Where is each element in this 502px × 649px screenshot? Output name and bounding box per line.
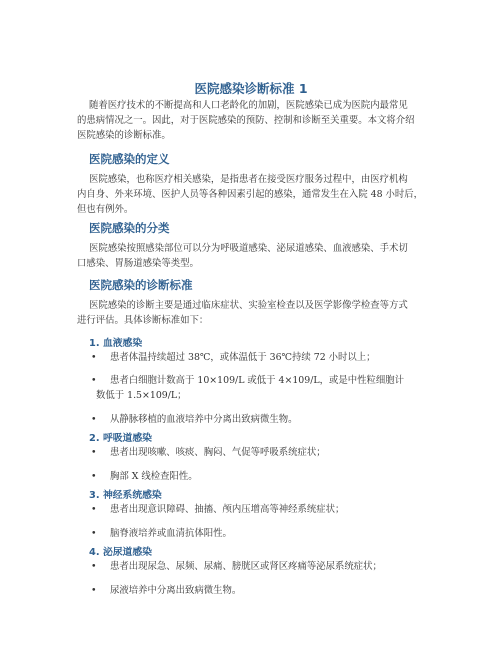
bullet-icon: • (91, 585, 97, 596)
subsection-heading-nervous: 3. 神经系统感染 (89, 490, 162, 501)
text-line: 医院感染的诊断标准。 (77, 130, 171, 141)
section-heading-classification: 医院感染的分类 (89, 221, 170, 235)
bullet-icon: • (91, 352, 97, 363)
bullet-icon: • (91, 447, 97, 458)
list-item-text: 胸部 X 线检查阳性。 (110, 471, 198, 482)
text-line: 内自身、外来环境、医护人员等各种因素引起的感染，通常发生在入院 48 小时后， (77, 189, 424, 200)
text-line: 医院感染的诊断主要是通过临床症状、实验室检查以及医学影像学检查等方式 (89, 300, 408, 311)
document-title: 医院感染诊断标准 1 (194, 81, 308, 96)
subsection-heading-urinary: 4. 泌尿道感染 (89, 547, 152, 558)
list-item-text: 患者体温持续超过 38℃，或体温低于 36℃持续 72 小时以上； (110, 352, 376, 363)
list-item (91, 559, 431, 574)
bullet-icon: • (91, 528, 97, 539)
list-item (91, 445, 431, 460)
text-line: 但也有例外。 (77, 204, 134, 215)
subsection-heading-respiratory: 2. 呼吸道感染 (89, 433, 152, 444)
list-item (91, 583, 431, 598)
bullet-icon: • (91, 561, 97, 572)
bullet-icon: • (91, 504, 97, 515)
bullet-icon: • (91, 414, 97, 425)
section-heading-definition: 医院感染的定义 (89, 152, 170, 166)
list-item-text: 患者出现意识障碍、抽搐、颅内压增高等神经系统症状； (110, 504, 345, 515)
list-item (91, 412, 431, 427)
text-line: 的患病情况之一。因此，对于医院感染的预防、控制和诊断至关重要。本文将介绍 (77, 115, 415, 126)
list-item (91, 469, 431, 484)
classification-paragraph (77, 241, 427, 271)
list-item (91, 502, 431, 517)
list-item-text: 数低于 1.5×109/L； (96, 390, 187, 401)
text-line: 进行评估。具体诊断标准如下： (77, 315, 209, 326)
list-item-text: 患者白细胞计数高于 10×109/L 或低于 4×109/L，或是中性粒细胞计 (110, 375, 404, 386)
definition-paragraph (77, 172, 427, 217)
subsection-heading-blood: 1. 血液感染 (89, 338, 143, 349)
text-line: 口感染、胃肠道感染等类型。 (77, 258, 199, 269)
list-item (91, 350, 431, 365)
list-item (91, 373, 431, 403)
text-line: 随着医疗技术的不断提高和人口老龄化的加剧，医院感染已成为医院内最常见 (89, 100, 408, 111)
list-item-text: 患者出现咳嗽、咳痰、胸闷、气促等呼吸系统症状； (110, 447, 326, 458)
bullet-icon: • (91, 375, 97, 386)
list-item (91, 526, 431, 541)
text-line: 医院感染，也称医疗相关感染，是指患者在接受医疗服务过程中，由医疗机构 (89, 174, 408, 185)
bullet-icon: • (91, 471, 97, 482)
list-item-text: 尿液培养中分离出致病微生物。 (110, 585, 242, 596)
intro-paragraph (77, 98, 427, 143)
list-item-text: 从静脉移植的血液培养中分离出致病微生物。 (110, 414, 298, 425)
list-item-text: 脑脊液培养或血清抗体阳性。 (110, 528, 232, 539)
criteria-paragraph (77, 298, 427, 328)
list-item-text: 患者出现尿急、尿频、尿痛、膀胱区或肾区疼痛等泌尿系统症状； (110, 561, 382, 572)
section-heading-criteria: 医院感染的诊断标准 (89, 278, 193, 292)
text-line: 医院感染按照感染部位可以分为呼吸道感染、泌尿道感染、血液感染、手术切 (89, 243, 408, 254)
